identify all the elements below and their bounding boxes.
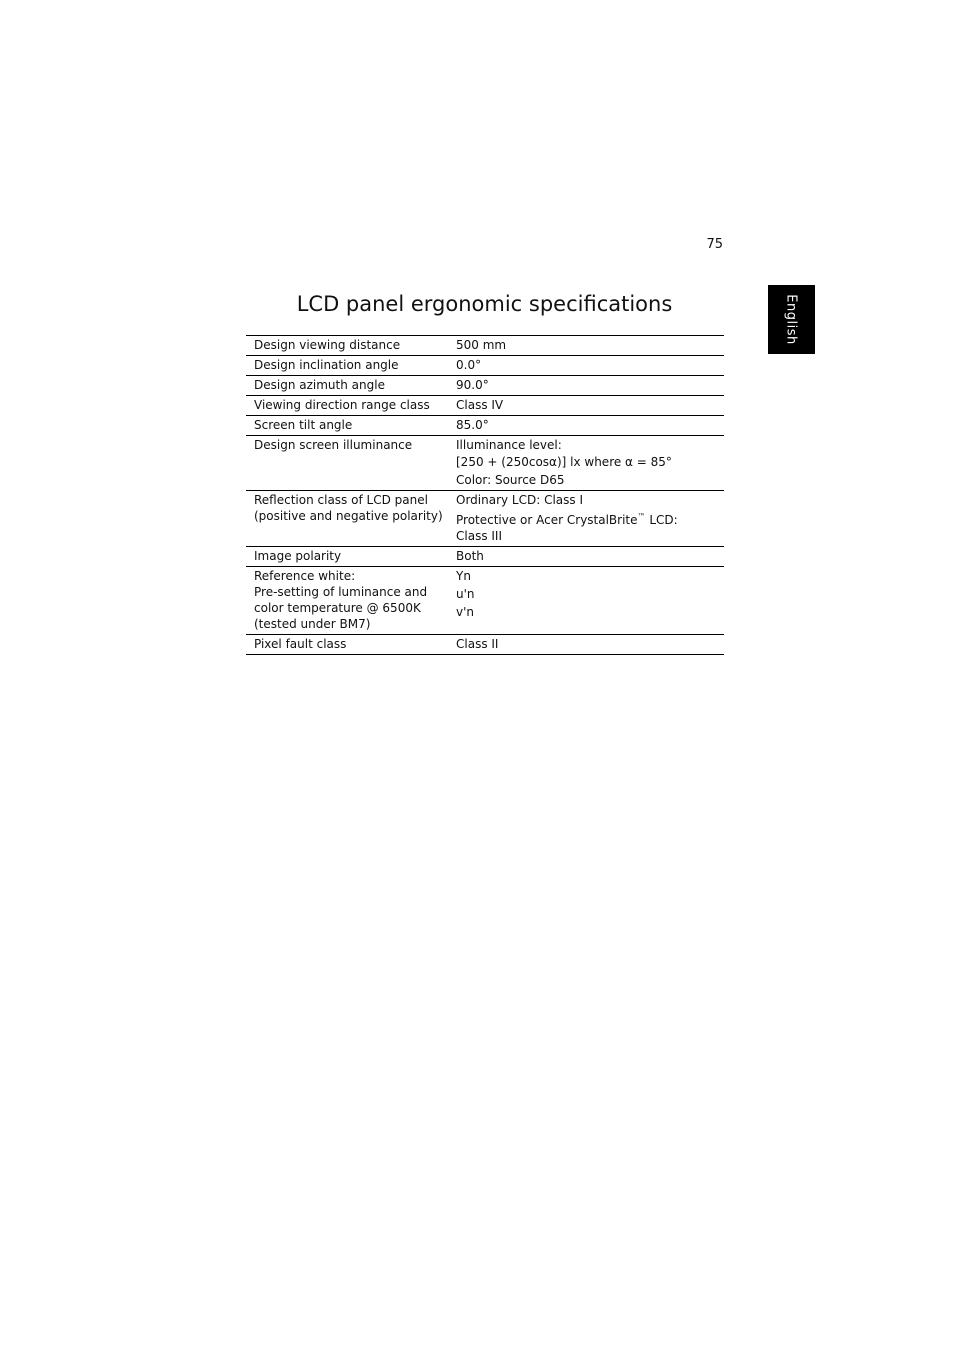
row-value: Yn u'n v'n	[456, 567, 724, 635]
table-row	[246, 436, 724, 491]
table-row	[246, 491, 724, 547]
table-row	[246, 336, 724, 356]
row-value: 500 mm	[456, 336, 724, 356]
row-value: Both	[456, 547, 724, 567]
row-value: 0.0°	[456, 356, 724, 376]
row-label: Design inclination angle	[246, 356, 456, 376]
page-number: 75	[706, 237, 723, 252]
row-value: Ordinary LCD: Class I Protective or Acer CrystalBrite™ LCD: Class III	[456, 491, 724, 547]
row-label: Reference white: Pre-setting of luminance and color temperature @ 6500K (tested under BM7)	[246, 567, 456, 635]
row-label: Design viewing distance	[246, 336, 456, 356]
row-value: Class IV	[456, 396, 724, 416]
trademark-symbol: ™	[637, 512, 646, 521]
table-row	[246, 547, 724, 567]
row-label: Design screen illuminance	[246, 436, 456, 491]
row-value: Illuminance level: [250 + (250cosα)] lx where α = 85° Color: Source D65	[456, 436, 724, 491]
row-label: Pixel fault class	[246, 635, 456, 655]
row-label: Reflection class of LCD panel (positive and negative polarity)	[246, 491, 456, 547]
language-tab	[768, 285, 815, 354]
page-title: LCD panel ergonomic specifications	[296, 292, 673, 317]
spec-table	[246, 335, 724, 655]
table-row	[246, 567, 724, 635]
table-row	[246, 376, 724, 396]
row-label: Design azimuth angle	[246, 376, 456, 396]
table-row	[246, 416, 724, 436]
row-value: Class II	[456, 635, 724, 655]
row-label: Viewing direction range class	[246, 396, 456, 416]
row-label: Image polarity	[246, 547, 456, 567]
row-value: 90.0°	[456, 376, 724, 396]
row-value: 85.0°	[456, 416, 724, 436]
table-row	[246, 356, 724, 376]
language-tab-label: English	[784, 294, 800, 345]
row-label: Screen tilt angle	[246, 416, 456, 436]
table-row	[246, 396, 724, 416]
table-row	[246, 635, 724, 655]
